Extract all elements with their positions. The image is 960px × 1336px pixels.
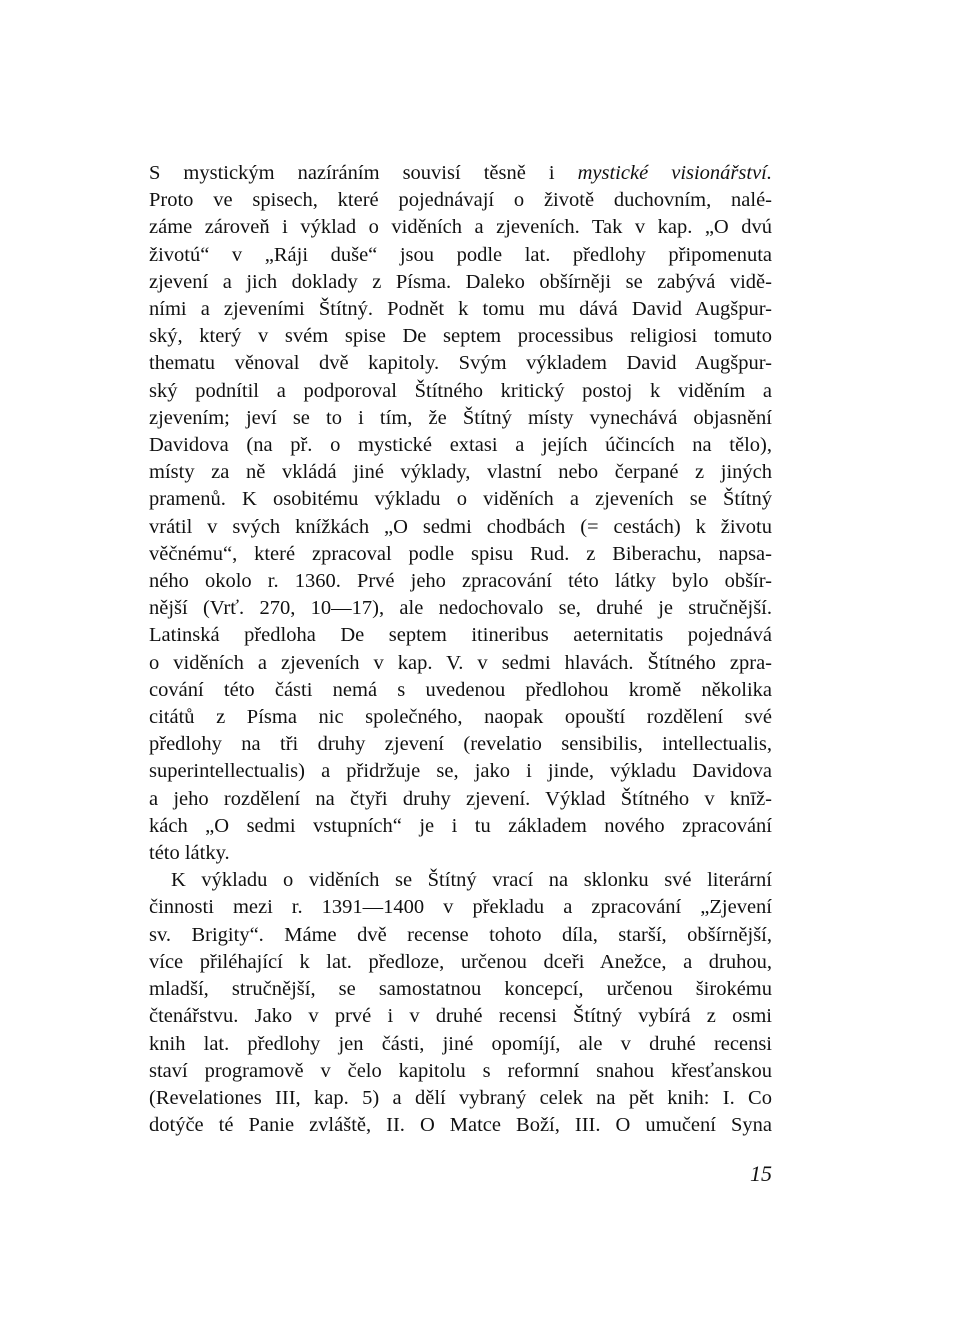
text-line: více přiléhající k lat. předloze, určenou dceři Anežce, a druhou, [149, 950, 772, 973]
text-line: ský podnítil a podporoval Štítného kritický postoj k viděním a [149, 379, 772, 402]
text-line: staví programově v čelo kapitolu s reformní snahou křesťanskou [149, 1059, 772, 1082]
text-line: Latinská předloha De septem itineribus aeternitatis pojednává [149, 624, 772, 647]
text-line: citátů z Písma nic společného, naopak opouští rozdělení své [149, 706, 772, 729]
paragraph-2 [149, 867, 772, 1139]
text-line: čtenářstvu. Jako v prvé i v druhé recensi Štítný vybírá z osmi [149, 1005, 772, 1028]
body-text [149, 160, 772, 1139]
text-line: ský, který v svém spise De septem processibus religiosi tomuto [149, 325, 772, 348]
text-line: záme zároveň i výklad o viděních a zjeveních. Tak v kap. „O dvú [149, 216, 772, 239]
text-line: mladší, stručnější, se samostatnou koncepcí, určenou širokému [149, 978, 772, 1001]
text-line: nější (Vrť. 270, 10—17), ale nedochovalo se, druhé je stručnější. [149, 597, 772, 620]
text-line: činnosti mezi r. 1391—1400 v překladu a zpracování „Zjevení [149, 896, 772, 919]
text-line: ného okolo r. 1360. Prvé jeho zpracování této látky bylo obšír- [149, 570, 772, 593]
text-line: knih lat. předlohy jen části, jiné opomíjí, ale v druhé recensi [149, 1032, 772, 1055]
text-line: o viděních a zjeveních v kap. V. v sedmi hlavách. Štítného zpra- [149, 651, 772, 674]
text-line: cování této části nemá s uvedenou předlohou kromě několika [149, 678, 772, 701]
text-line: zjevením; jeví se to i tím, že Štítný místy vynechává objasnění [149, 406, 772, 429]
text-line: věčnému“, které zpracoval podle spisu Rud. z Biberachu, napsa- [149, 542, 772, 565]
text-line: pramenů. K osobitému výkladu o viděních a zjeveních se Štítný [149, 488, 772, 511]
text-line: sv. Brigity“. Máme dvě recense tohoto díla, starší, obšírnější, [149, 923, 772, 946]
text-line: Davidova (na př. o mystické extasi a jejích účincích na tělo), [149, 434, 772, 457]
text-line: předlohy na tři druhy zjevení (revelatio sensibilis, intellectualis, [149, 733, 772, 756]
text-line: thematu věnoval dvě kapitoly. Svým výkladem David Augšpur- [149, 352, 772, 375]
page-number: 15 [750, 1161, 772, 1186]
text-line: S mystickým nazíráním souvisí těsně i mystické visionářství. [149, 162, 773, 184]
text-line: Proto ve spisech, které pojednávají o životě duchovním, nalé- [149, 189, 772, 212]
paragraph-1 [149, 160, 772, 867]
italic-term: mystické visionářství. [577, 162, 773, 184]
text-line: této látky. [149, 842, 230, 865]
text-line: K výkladu o viděních se Štítný vrací na sklonku své literární [171, 869, 772, 892]
text-line: kách „O sedmi vstupních“ je i tu základem nového zpracování [149, 814, 772, 837]
text-line: životú“ v „Ráji duše“ jsou podle lat. předlohy připomenuta [149, 243, 772, 266]
text-line: superintellectualis) a přidržuje se, jako i jinde, výkladu Davidova [149, 760, 772, 783]
text-line: vrátil v svých knížkách „O sedmi chodbách (= cestách) k životu [149, 515, 772, 538]
text-line: dotýče té Panie zvláště, II. O Matce Boží, III. O umučení Syna [149, 1114, 772, 1137]
text-line: zjevení a jich doklady z Písma. Daleko obšírněji se zabývá vidě- [149, 270, 772, 293]
text-line: a jeho rozdělení na čtyři druhy zjevení. Výklad Štítného v knīž- [149, 787, 772, 810]
text-line: (Revelationes III, kap. 5) a dělí vybraný celek na pět knih: I. Co [149, 1086, 772, 1109]
text-line: ními a zjeveními Štítný. Podnět k tomu mu dává David Augšpur- [149, 298, 772, 321]
text-line: místy za ně vkládá jiné výklady, vlastní nebo čerpané z jiných [149, 461, 772, 484]
